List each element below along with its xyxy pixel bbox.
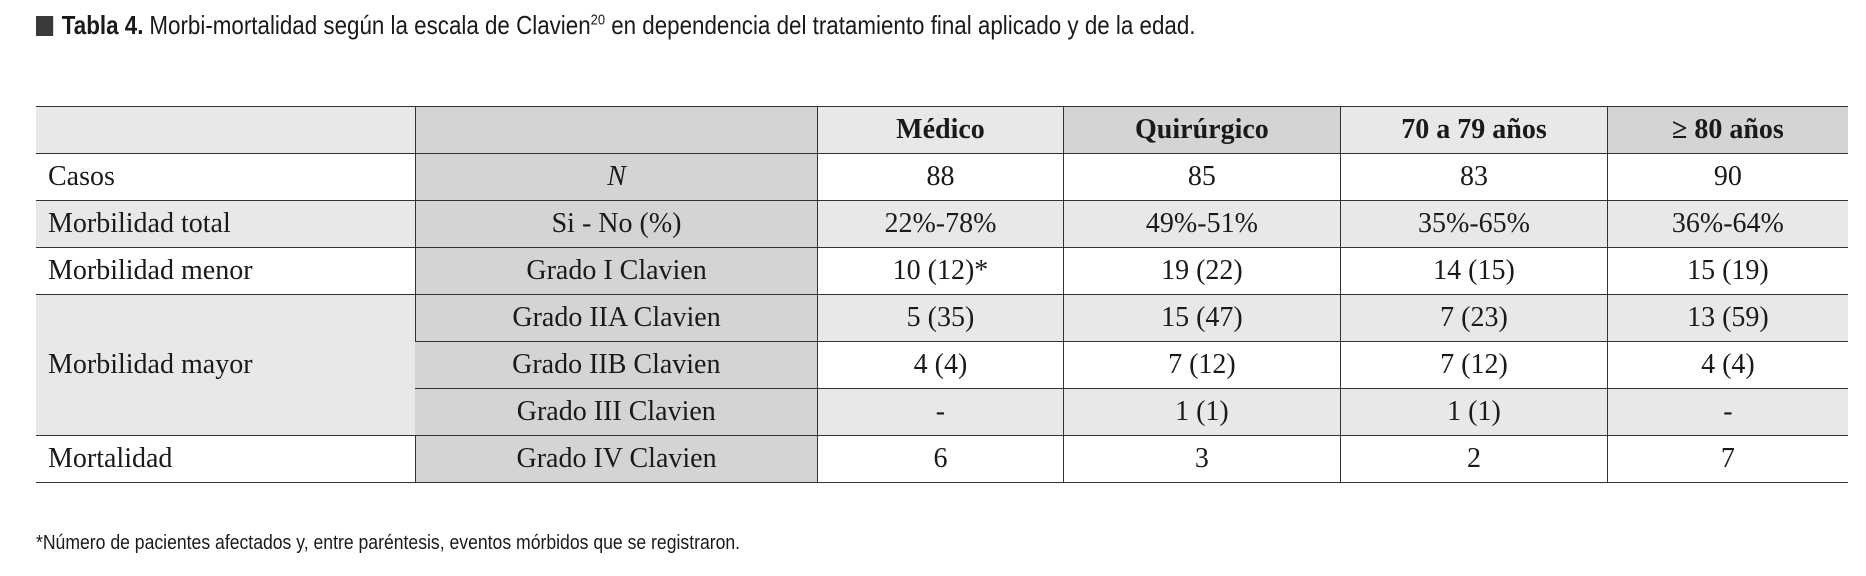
table-row [36,201,1848,248]
caption-text [149,10,1195,41]
table-cell: 35%-65% [1341,201,1608,248]
header-cell-medico: Médico [818,107,1063,154]
table-cell: 10 (12)* [818,248,1063,295]
row-sublabel: Grado III Clavien [415,389,817,436]
header-cell-70-79: 70 a 79 años [1341,107,1608,154]
table-cell: 1 (1) [1063,389,1341,436]
table-row [36,436,1848,483]
row-sublabel: Si - No (%) [415,201,817,248]
caption-reference: 20 [590,11,605,29]
table-cell: 49%-51% [1063,201,1341,248]
table-cell: 3 [1063,436,1341,483]
caption-text-rest: en dependencia del tratamiento final aplicado y de la edad. [604,10,1196,40]
header-cell-sub [415,107,817,154]
table-footnote: *Número de pacientes afectados y, entre paréntesis, eventos mórbidos que se registraron. [36,532,741,554]
table-cell: 7 (12) [1063,342,1341,389]
table-cell: 1 (1) [1341,389,1608,436]
row-sublabel: N [415,154,817,201]
table-header-row [36,107,1848,154]
row-label: Morbilidad mayor [36,295,415,436]
table-cell: 14 (15) [1341,248,1608,295]
table-cell: 5 (35) [818,295,1063,342]
table-cell: 15 (47) [1063,295,1341,342]
row-label: Casos [36,154,415,201]
table-cell: 22%-78% [818,201,1063,248]
table-row [36,154,1848,201]
table-row [36,295,1848,342]
caption-text-main: Morbi-mortalidad según la escala de Clavien [149,10,591,40]
morbi-mortality-table [36,106,1848,483]
table-cell: 2 [1341,436,1608,483]
table-cell: - [1607,389,1848,436]
caption-square-icon [36,16,53,36]
row-sublabel: Grado IIA Clavien [415,295,817,342]
table-cell: 7 (12) [1341,342,1608,389]
table-caption [36,10,1195,41]
table-cell: 36%-64% [1607,201,1848,248]
header-cell-80-plus: ≥ 80 años [1607,107,1848,154]
row-sublabel: Grado I Clavien [415,248,817,295]
table-cell: 4 (4) [1607,342,1848,389]
table-cell: 90 [1607,154,1848,201]
table-cell: - [818,389,1063,436]
caption-label: Tabla 4. [61,10,144,40]
header-cell-quirurgico: Quirúrgico [1063,107,1341,154]
table-cell: 13 (59) [1607,295,1848,342]
header-cell-group [36,107,415,154]
row-label: Morbilidad total [36,201,415,248]
table-cell: 88 [818,154,1063,201]
row-label: Mortalidad [36,436,415,483]
table-cell: 85 [1063,154,1341,201]
row-sublabel: Grado IV Clavien [415,436,817,483]
table-cell: 19 (22) [1063,248,1341,295]
table-cell: 4 (4) [818,342,1063,389]
row-label: Morbilidad menor [36,248,415,295]
table-cell: 15 (19) [1607,248,1848,295]
table-cell: 7 [1607,436,1848,483]
table-cell: 6 [818,436,1063,483]
table-row [36,248,1848,295]
table-cell: 7 (23) [1341,295,1608,342]
row-sublabel: Grado IIB Clavien [415,342,817,389]
table-cell: 83 [1341,154,1608,201]
